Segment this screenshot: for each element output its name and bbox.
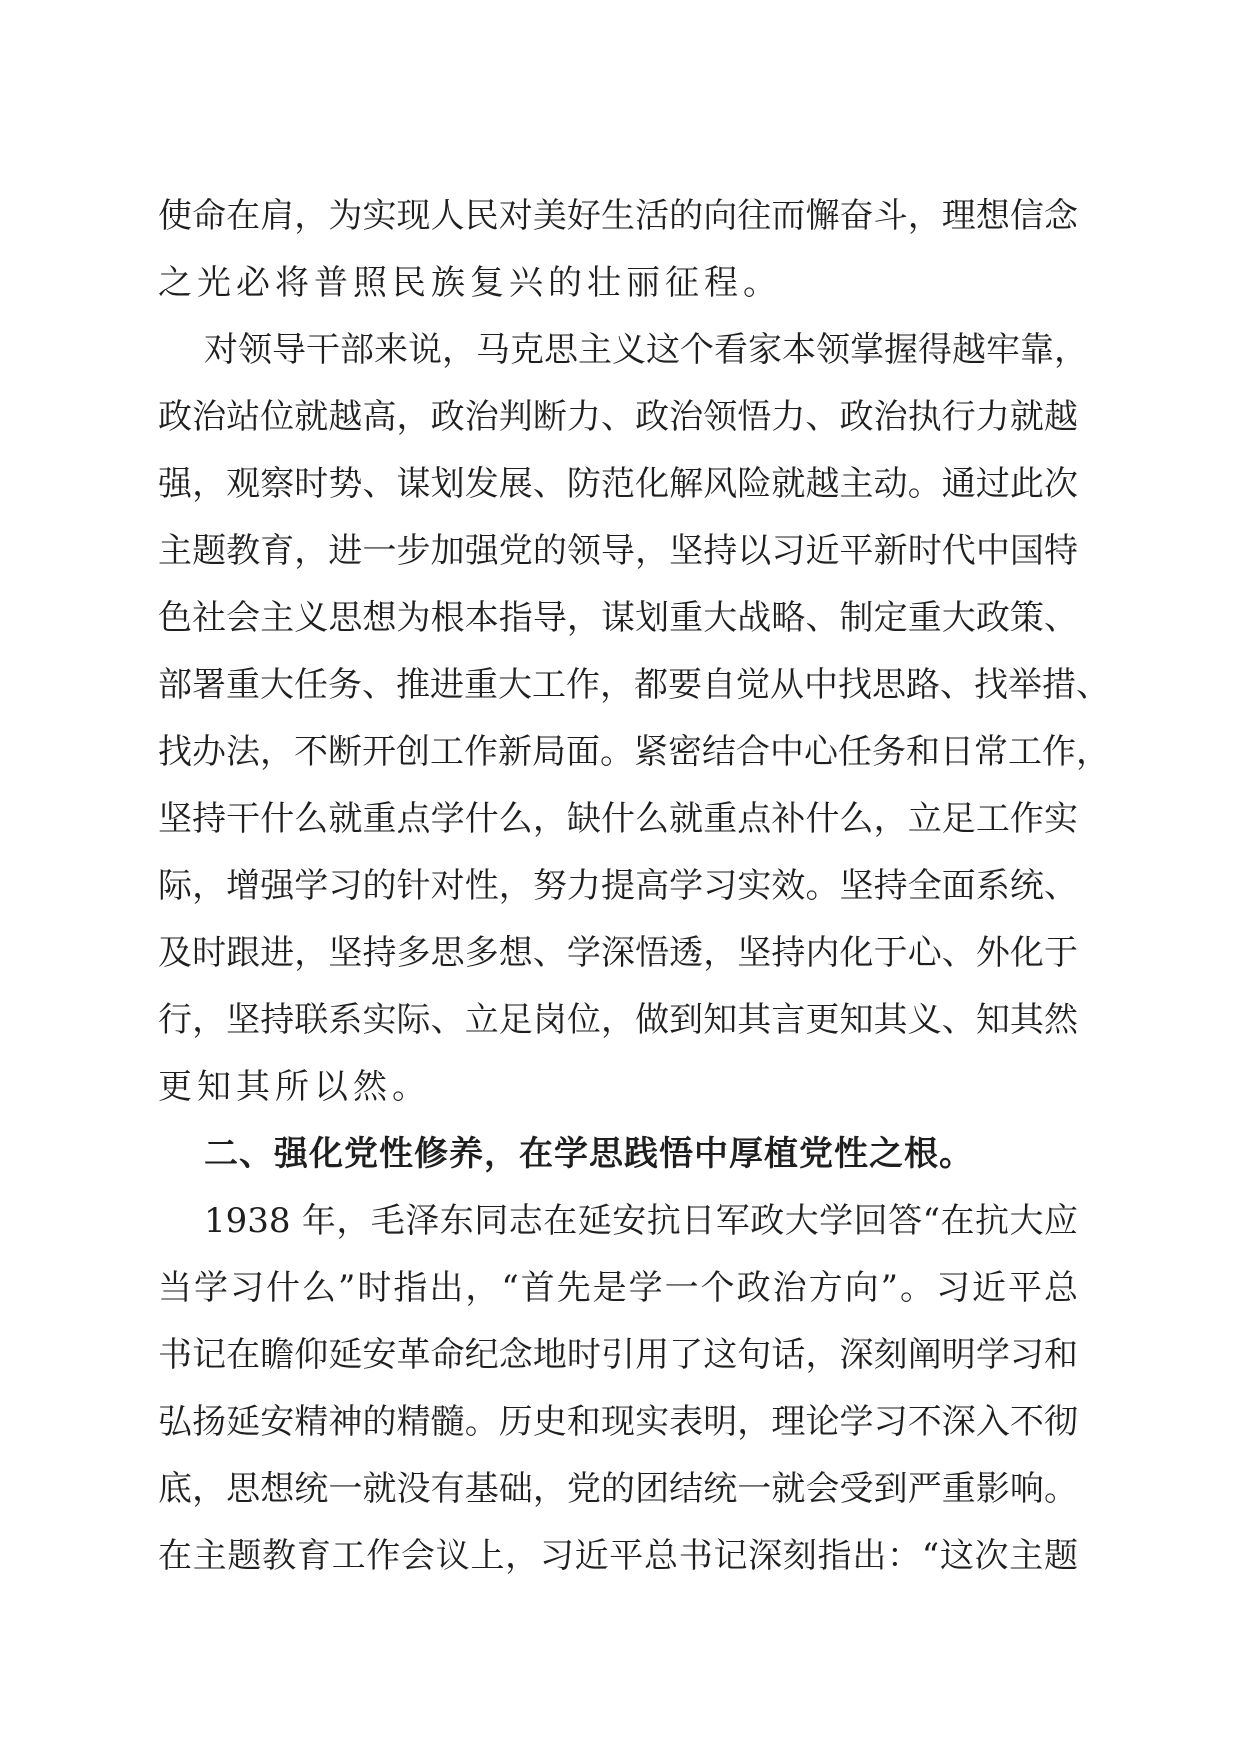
body-text-line: 之光必将普照民族复兴的壮丽征程。 bbox=[158, 263, 782, 303]
body-text-line: 强，观察时势、谋划发展、防范化解风险就越主动。通过此次 bbox=[158, 464, 1078, 504]
body-text-line: 行，坚持联系实际、立足岗位，做到知其言更知其义、知其然 bbox=[158, 1000, 1078, 1040]
section-heading: 二、强化党性修养，在学思践悟中厚植党性之根。 bbox=[204, 1134, 974, 1174]
body-text-line: 部署重大任务、推进重大工作，都要自觉从中找思路、找举措、 bbox=[158, 665, 1110, 705]
body-text-line: 更知其所以然。 bbox=[158, 1067, 431, 1107]
body-text-line: 使命在肩，为实现人民对美好生活的向往而懈奋斗，理想信念 bbox=[158, 196, 1078, 236]
body-text-line: 书记在瞻仰延安革命纪念地时引用了这句话，深刻阐明学习和 bbox=[158, 1335, 1078, 1375]
body-text-line: 找办法，不断开创工作新局面。紧密结合中心任务和日常工作， bbox=[158, 732, 1110, 772]
body-text-line: 在主题教育工作会议上，习近平总书记深刻指出：“这次主题 bbox=[158, 1536, 1078, 1576]
body-text-line: 政治站位就越高，政治判断力、政治领悟力、政治执行力就越 bbox=[158, 397, 1078, 437]
body-text-line: 色社会主义思想为根本指导，谋划重大战略、制定重大政策、 bbox=[158, 598, 1078, 638]
body-text-line: 1938 年，毛泽东同志在延安抗日军政大学回答“在抗大应 bbox=[204, 1201, 1078, 1241]
body-text-line: 弘扬延安精神的精髓。历史和现实表明，理论学习不深入不彻 bbox=[158, 1402, 1078, 1442]
body-text-line: 底，思想统一就没有基础，党的团结统一就会受到严重影响。 bbox=[158, 1469, 1078, 1509]
body-text-line: 坚持干什么就重点学什么，缺什么就重点补什么，立足工作实 bbox=[158, 799, 1078, 839]
body-text-line: 当学习什么”时指出，“首先是学一个政治方向”。习近平总 bbox=[158, 1268, 1078, 1308]
body-text-line: 及时跟进，坚持多思多想、学深悟透，坚持内化于心、外化于 bbox=[158, 933, 1078, 973]
body-text-line: 对领导干部来说，马克思主义这个看家本领掌握得越牢靠， bbox=[204, 330, 1088, 370]
body-text-line: 际，增强学习的针对性，努力提高学习实效。坚持全面系统、 bbox=[158, 866, 1078, 906]
body-text-line: 主题教育，进一步加强党的领导，坚持以习近平新时代中国特 bbox=[158, 531, 1078, 571]
